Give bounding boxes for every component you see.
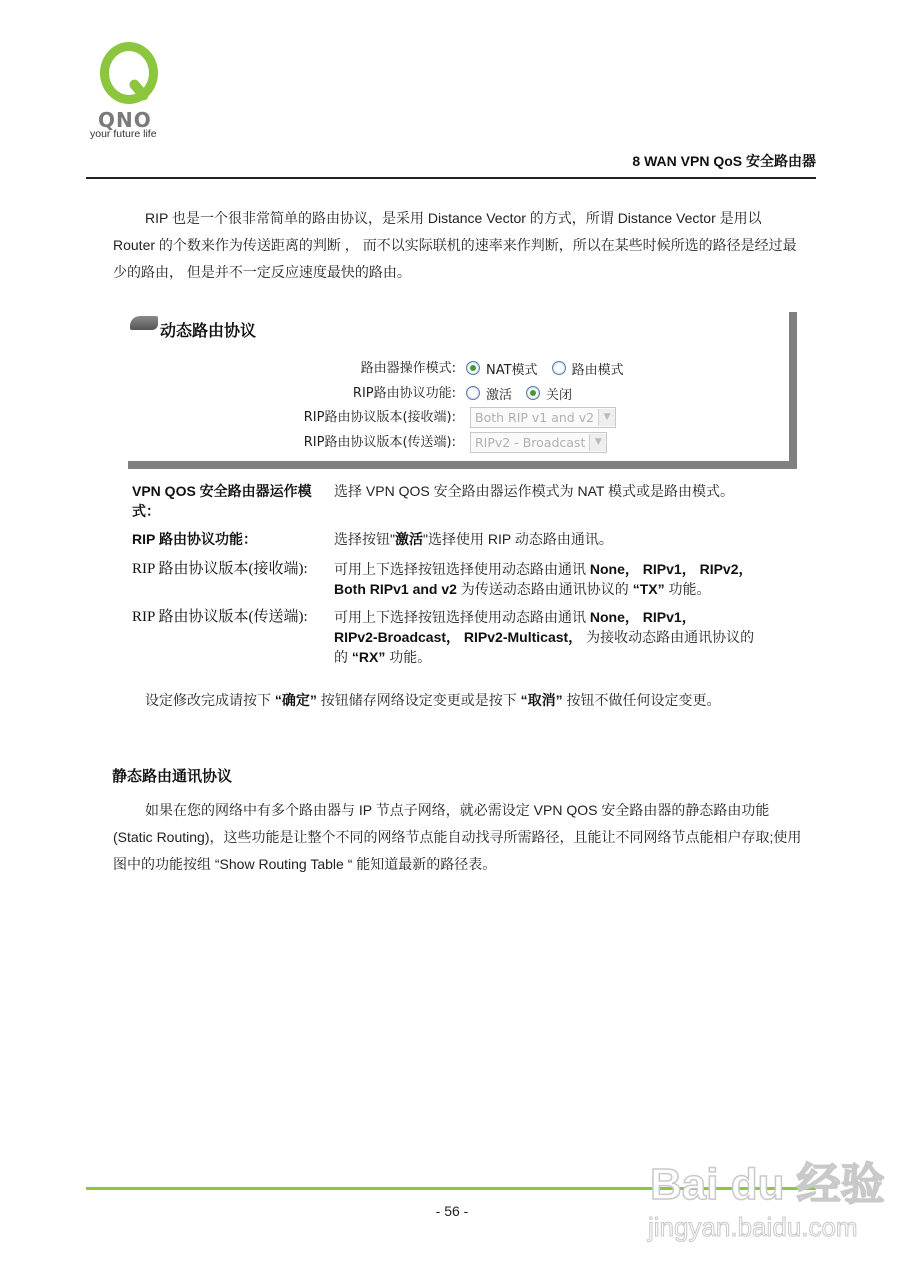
def-term-rip-function: RIP 路由协议功能： [132,531,257,547]
nat-mode-radio[interactable] [466,361,480,375]
rip-transmit-label: RIP路由协议版本(传送端): [303,435,456,450]
bold-segment: Both RIPv1 and v2 [334,581,457,597]
section-heading-static-routing: 静态路由通讯协议 [112,768,233,785]
watermark-main: Bai du 经验 [650,1160,885,1209]
rip-transmit-row [0,431,904,453]
page-number: - 56 - [435,1203,469,1219]
bold-segment: 激活 [394,531,423,547]
router-mode-radio[interactable] [552,361,566,375]
text-segment: 设定修改完成请按下 [145,692,275,708]
router-mode-row [0,357,904,379]
logo-tagline: your future life [90,128,157,140]
def-desc-operation-mode: 选择 VPN QOS 安全路由器运作模式为 NAT 模式或是路由模式。 [334,483,735,499]
panel-title: 动态路由协议 [160,323,257,340]
def-desc-rip-function [334,529,794,549]
rip-transmit-value: RIPv2 - Broadcast [475,434,586,450]
def-term-rip-transmit: RIP 路由协议版本(传送端): [132,609,308,625]
text-segment: 的 [334,649,352,665]
ok-keyword: “确定” [274,692,317,708]
text-segment: "选择使用 RIP 动态路由通讯。 [422,531,613,547]
rip-function-row [0,382,904,404]
rip-enable-label: 激活 [486,387,513,403]
rip-receive-label: RIP路由协议版本(接收端): [303,410,456,425]
static-routing-paragraph: 如果在您的网络中有多个路由器与 IP 节点子网络，就必需设定 VPN QOS 安全路由器的静态路由功能(Static Routing)，这些功能是让整个不同的网络节点能自动找寻所需路径，且能让不同网络节点能相户存取;使用图中的功能按组 “Show Routing Table “ 能知道最新的路径表。 [113,802,802,872]
def-term-operation-mode: VPN QOS 安全路由器运作模式： [132,483,312,519]
text-segment: 按钮不做任何设定变更。 [562,692,721,708]
save-instruction [145,690,721,710]
text-segment: 为接收动态路由通讯协议的 [582,629,755,645]
document-header-title: 8 WAN VPN QoS 安全路由器 [632,153,816,169]
nat-mode-label: NAT模式 [486,362,538,378]
rip-receive-value: Both RIP v1 and v2 [475,409,595,425]
bold-segment: None， RIPv1， RIPv2， [589,561,753,577]
router-mode-option-label: 路由模式 [571,362,624,378]
qno-logo [88,40,168,140]
bold-segment: None， RIPv1， [589,609,696,625]
header-divider [86,177,816,179]
rip-function-label: RIP路由协议功能: [352,386,456,401]
def-term-rip-receive: RIP 路由协议版本(接收端): [132,561,308,577]
logo-brand: QNO [98,108,152,132]
rip-receive-row [0,406,904,428]
text-segment: 可用上下选择按钮选择使用动态路由通讯 [334,609,590,625]
router-mode-label: 路由器操作模式: [360,361,456,376]
def-desc-rip-receive [334,559,794,599]
chevron-down-icon[interactable]: ▼ [598,409,615,426]
baidu-watermark [640,1148,885,1258]
bold-segment: “TX” [632,581,665,597]
watermark-url: jingyan.baidu.com [648,1212,858,1242]
q-logo-icon [100,42,158,104]
rip-transmit-select[interactable] [470,432,607,453]
panel-tab-icon [130,316,158,330]
bold-segment: RIPv2-Broadcast， RIPv2-Multicast， [334,629,583,645]
text-segment: 为传送动态路由通讯协议的 [456,581,633,597]
text-segment: 功能。 [664,581,711,597]
cancel-keyword: “取消” [520,692,563,708]
def-desc-rip-transmit [334,607,794,667]
rip-receive-select[interactable] [470,407,616,428]
text-segment: 选择按钮" [334,531,395,547]
rip-disable-radio[interactable] [526,386,540,400]
chevron-down-icon[interactable]: ▼ [589,434,606,451]
intro-paragraph: RIP 也是一个很非常简单的路由协议，是采用 Distance Vector 的方式，所谓 Distance Vector 是用以 Router 的个数来作为传送距离的判断 ， 而不以实际联机的速率来作判断，所以在某些时候所选的路径是经过最少的路由， 但是并不一定反应速度最快的路由。 [113,210,797,280]
text-segment: 按钮储存网络设定变更或是按下 [316,692,521,708]
panel-shadow-bottom [128,461,797,469]
rip-enable-radio[interactable] [466,386,480,400]
bold-segment: “RX” [351,649,386,665]
rip-disable-label: 关闭 [546,387,573,403]
text-segment: 功能。 [385,649,432,665]
text-segment: 可用上下选择按钮选择使用动态路由通讯 [334,561,590,577]
